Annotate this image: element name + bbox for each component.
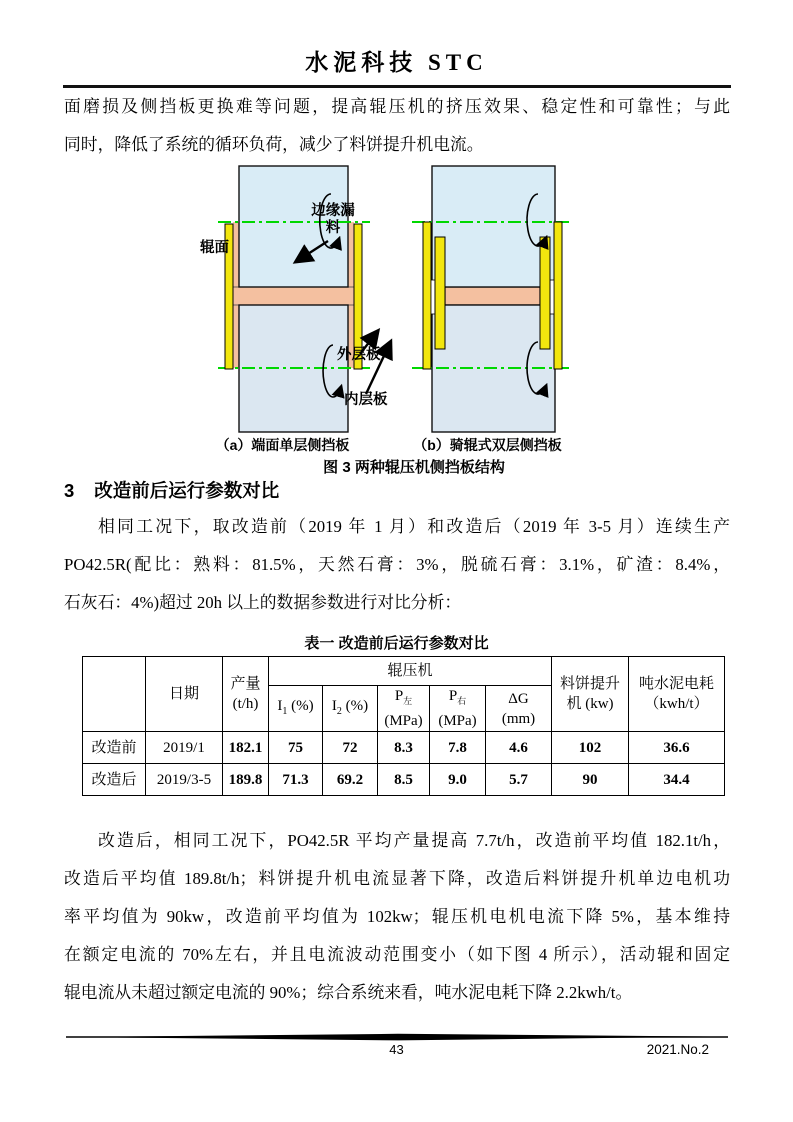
th-pressure-left: $P_左$ (MPa): [378, 686, 430, 732]
cell-date: 2019/1: [146, 732, 223, 764]
body-paragraph-2: [64, 508, 730, 622]
label-edge-leakage: 边缘漏料: [311, 203, 355, 236]
cell-i2: 72: [323, 732, 378, 764]
baffle-gap-right-b: [550, 280, 554, 314]
th-roller-press-group: 辊压机: [269, 657, 552, 686]
cell-p-right: 9.0: [430, 764, 486, 796]
body-paragraph-1: [64, 88, 730, 164]
inner-baffle-right-b: [540, 237, 550, 349]
label-outer-plate: 外层板: [337, 347, 381, 363]
cell-p-left: 8.3: [378, 732, 430, 764]
page-number: 43: [389, 1042, 404, 1057]
th-power-per-ton: 吨水泥电耗 （kwh/t）: [629, 657, 725, 732]
issue-label: 2021.No.2: [646, 1042, 709, 1057]
material-band-a: [233, 287, 354, 305]
cell-output: 189.8: [223, 764, 269, 796]
outer-baffle-right-b: [554, 222, 562, 369]
section-number: 3: [64, 480, 75, 501]
section-title: 改造前后运行参数对比: [94, 480, 280, 501]
parameters-table: [82, 656, 725, 796]
th-output: 产量 (t/h): [223, 657, 269, 732]
cell-i1: 71.3: [269, 764, 323, 796]
th-cake-elevator: 料饼提升 机 (kw): [552, 657, 629, 732]
th-row-label: [83, 657, 146, 732]
th-date: 日期: [146, 657, 223, 732]
baffle-gap-left-b: [431, 280, 435, 314]
cell-p-left: 8.5: [378, 764, 430, 796]
row-label: 改造后: [83, 764, 146, 796]
cell-p-right: 7.8: [430, 732, 486, 764]
table-title: 表一 改造前后运行参数对比: [304, 635, 489, 652]
figure-3: [190, 164, 610, 478]
cell-elevator: 90: [552, 764, 629, 796]
table-row-before: [83, 732, 725, 764]
cell-i1: 75: [269, 732, 323, 764]
paragraph-line: 同时，降低了系统的循环负荷，减少了料饼提升机电流。: [64, 135, 484, 154]
paragraph-line: 石灰石：4%)超过 20h 以上的数据参数进行对比分析：: [64, 593, 462, 612]
cell-delta-g: 4.6: [486, 732, 552, 764]
cell-i2: 69.2: [323, 764, 378, 796]
section-3-heading: [64, 477, 279, 503]
cell-date: 2019/3-5: [146, 764, 223, 796]
th-pressure-right: $P_右$ (MPa): [430, 686, 486, 732]
paragraph-line: PO42.5R(配比：熟料：81.5%，天然石膏：3%，脱硫石膏：3.1%，矿渣：8.4%，: [64, 555, 730, 574]
paragraph-line: 改造后，相同工况下，PO42.5R 平均产量提高 7.7t/h，改造前平均值 182.1t/h，: [98, 831, 730, 850]
paragraph-line: 在额定电流的 70%左右，并且电流波动范围变小（如下图 4 所示），活动辊和固定: [64, 945, 730, 964]
label-roller-surface: 辊面: [200, 240, 229, 256]
journal-header-title: 水泥科技 STC: [305, 50, 488, 75]
cell-delta-g: 5.7: [486, 764, 552, 796]
th-current-1: $I_1$ (%): [269, 686, 323, 732]
th-current-2: $I_2$ (%): [323, 686, 378, 732]
paragraph-line: 辊电流从未超过额定电流的 90%；综合系统来看，吨水泥电耗下降 2.2kwh/t。: [64, 983, 633, 1002]
figure-3-diagram: [190, 164, 610, 434]
label-inner-plate: 内层板: [344, 392, 388, 408]
outer-baffle-left-b: [423, 222, 431, 369]
roller-top-b: [432, 166, 555, 287]
th-gap-delta: ΔG (mm): [486, 686, 552, 732]
cell-output: 182.1: [223, 732, 269, 764]
cell-power: 36.6: [629, 732, 725, 764]
figure-caption: 图 3 两种辊压机侧挡板结构: [323, 459, 505, 476]
row-label: 改造前: [83, 732, 146, 764]
paragraph-line: 相同工况下，取改造前（2019 年 1 月）和改造后（2019 年 3-5 月）连续生产: [98, 517, 730, 536]
body-paragraph-3: [64, 822, 730, 1012]
figure-caption-a: （a）端面单层侧挡板: [215, 437, 350, 453]
table-row-after: [83, 764, 725, 796]
cell-power: 34.4: [629, 764, 725, 796]
cell-elevator: 102: [552, 732, 629, 764]
figure-caption-b: （b）骑辊式双层侧挡板: [413, 437, 562, 453]
inner-baffle-left-b: [435, 237, 445, 349]
material-band-b: [445, 287, 540, 305]
paragraph-line: 改造后平均值 189.8t/h；料饼提升机电流显著下降，改造后料饼提升机单边电机功: [64, 869, 730, 888]
paragraph-line: 面磨损及侧挡板更换难等问题，提高辊压机的挤压效果、稳定性和可靠性；与此: [64, 97, 730, 116]
paragraph-line: 率平均值为 90kw，改造前平均值为 102kw；辊压机电机电流下降 5%，基本维持: [64, 907, 730, 926]
